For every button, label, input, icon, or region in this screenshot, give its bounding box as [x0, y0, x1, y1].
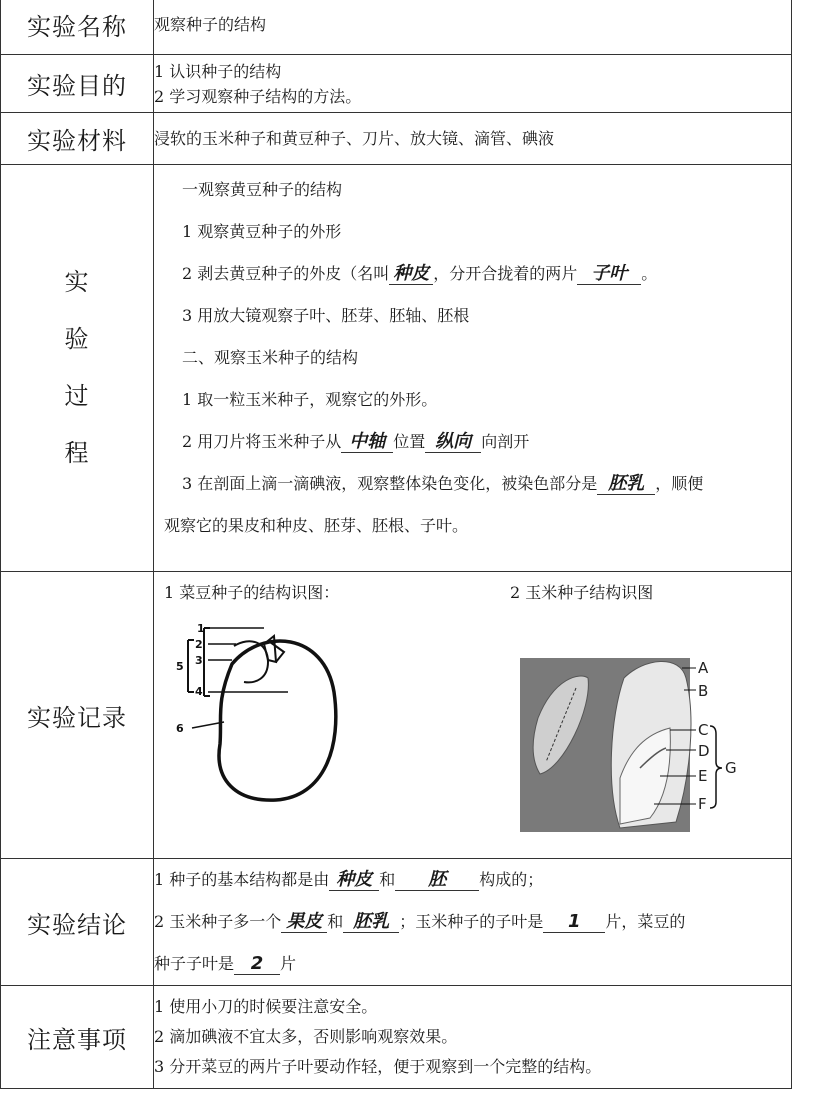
purpose-line-1: 1 认识种子的结构 [154, 61, 282, 81]
purpose-line-2: 2 学习观察种子结构的方法。 [154, 86, 362, 106]
experiment-conclusion-value [154, 859, 792, 986]
conclusion-line-1 [154, 859, 791, 901]
bean-bracket-outer [188, 640, 194, 692]
conclusion-3-text: 种子子叶是 [154, 954, 235, 973]
row-experiment-conclusion [1, 859, 792, 986]
process-label-char-3: 过 [64, 382, 90, 410]
bean-label-5: 5 [176, 660, 184, 673]
experiment-name-value: 观察种子的结构 [154, 0, 792, 55]
answer-longitudinal: 纵向 [425, 432, 481, 453]
process-step-8-end: ，顺便 [655, 474, 704, 493]
note-line-2: 2 滴加碘液不宜太多，否则影响观察效果。 [154, 1027, 458, 1046]
conclusion-1-text: 1 种子的基本结构都是由 [154, 870, 330, 889]
label-notes: 注意事项 [1, 986, 154, 1089]
bean-label-2: 2 [195, 638, 203, 651]
experiment-process-value [154, 165, 792, 572]
bean-bracket-inner [204, 628, 210, 696]
bean-seed-diagram [164, 622, 344, 812]
row-experiment-name [1, 0, 792, 55]
row-experiment-process [1, 165, 792, 572]
process-step-3-text-b: ，分开合拢着的两片 [433, 264, 578, 283]
label-experiment-process [1, 165, 154, 572]
label-experiment-conclusion: 实验结论 [1, 859, 154, 986]
answer-axis: 中轴 [341, 432, 393, 453]
corn-diagram-caption: 2 玉米种子结构识图 [510, 583, 654, 602]
row-experiment-record [1, 572, 792, 859]
conclusion-3-end: 片 [280, 954, 297, 973]
corn-bracket-g [710, 726, 722, 808]
answer-pericarp: 果皮 [281, 912, 327, 933]
process-step-4: 3 用放大镜观察子叶、胚芽、胚轴、胚根 [182, 306, 470, 325]
process-step-6: 1 取一粒玉米种子，观察它的外形。 [182, 390, 438, 409]
process-label-char-2: 验 [64, 325, 90, 353]
process-label-char-1: 实 [64, 268, 90, 296]
corn-seed-diagram [520, 658, 750, 838]
process-step-8-text: 3 在剖面上滴一滴碘液，观察整体染色变化，被染色部分是 [182, 474, 598, 493]
record-diagrams [154, 572, 791, 858]
bean-plumule [264, 636, 276, 662]
answer-cotyledon: 子叶 [577, 264, 641, 285]
conclusion-2-text-b: ；玉米种子的子叶是 [399, 912, 544, 931]
corn-label-e: E [698, 767, 708, 785]
process-step-7 [164, 421, 785, 463]
answer-seed-coat-2: 种皮 [329, 870, 379, 891]
process-step-3-end: 。 [641, 264, 658, 283]
conclusion-line-3 [154, 943, 791, 985]
experiment-materials-value: 浸软的玉米种子和黄豆种子、刀片、放大镜、滴管、碘液 [154, 113, 792, 165]
corn-label-g: G [725, 759, 737, 777]
label-experiment-record: 实验记录 [1, 572, 154, 859]
note-line-3: 3 分开菜豆的两片子叶要动作轻，便于观察到一个完整的结构。 [154, 1057, 602, 1076]
corn-label-c: C [698, 721, 709, 739]
process-step-2: 1 观察黄豆种子的外形 [182, 222, 342, 241]
process-label-char-4: 程 [64, 439, 90, 467]
row-notes [1, 986, 792, 1089]
conclusion-line-2 [154, 901, 791, 943]
answer-seed-coat: 种皮 [389, 264, 433, 285]
row-experiment-materials [1, 113, 792, 165]
process-step-9: 观察它的果皮和种皮、胚芽、胚根、子叶。 [164, 516, 469, 535]
experiment-purpose-value [154, 55, 792, 113]
bean-diagram-caption: 1 菜豆种子的结构识图： [164, 583, 340, 602]
conclusion-1-end: 构成的； [479, 870, 544, 889]
answer-endosperm-2: 胚乳 [343, 912, 399, 933]
process-step-1: 一观察黄豆种子的结构 [182, 180, 343, 199]
corn-label-a: A [698, 659, 709, 677]
answer-corn-cotyledon-count: 1 [543, 912, 605, 933]
process-step-8 [164, 463, 785, 505]
notes-value [154, 986, 792, 1089]
experiment-record-value [154, 572, 792, 859]
bean-label-3: 3 [195, 654, 203, 667]
bean-plumule-2 [270, 642, 284, 662]
label-experiment-materials: 实验材料 [1, 113, 154, 165]
conclusion-2-text: 2 玉米种子多一个 [154, 912, 282, 931]
process-step-7-end: 向剖开 [481, 432, 530, 451]
note-line-1: 1 使用小刀的时候要注意安全。 [154, 997, 378, 1016]
process-step-5: 二、观察玉米种子的结构 [182, 348, 359, 367]
label-experiment-name: 实验名称 [1, 0, 154, 55]
process-step-3-text: 2 剥去黄豆种子的外皮（名叫 [182, 264, 390, 283]
bean-outline [219, 641, 336, 800]
bean-label-1: 1 [197, 622, 205, 635]
conclusion-2-and: 和 [327, 912, 344, 931]
process-step-7-text-b: 位置 [393, 432, 426, 451]
answer-endosperm: 胚乳 [597, 474, 655, 495]
bean-label-6: 6 [176, 722, 184, 735]
conclusion-1-and: 和 [379, 870, 396, 889]
process-step-3 [164, 253, 785, 295]
answer-embryo: 胚 [395, 870, 479, 891]
bean-label-4: 4 [195, 685, 203, 698]
corn-label-b: B [698, 682, 709, 700]
conclusion-2-end: 片，菜豆的 [605, 912, 686, 931]
process-step-7-text: 2 用刀片将玉米种子从 [182, 432, 342, 451]
row-experiment-purpose [1, 55, 792, 113]
answer-bean-cotyledon-count: 2 [234, 954, 280, 975]
corn-label-d: D [698, 742, 710, 760]
label-experiment-purpose: 实验目的 [1, 55, 154, 113]
corn-label-f: F [698, 795, 707, 813]
